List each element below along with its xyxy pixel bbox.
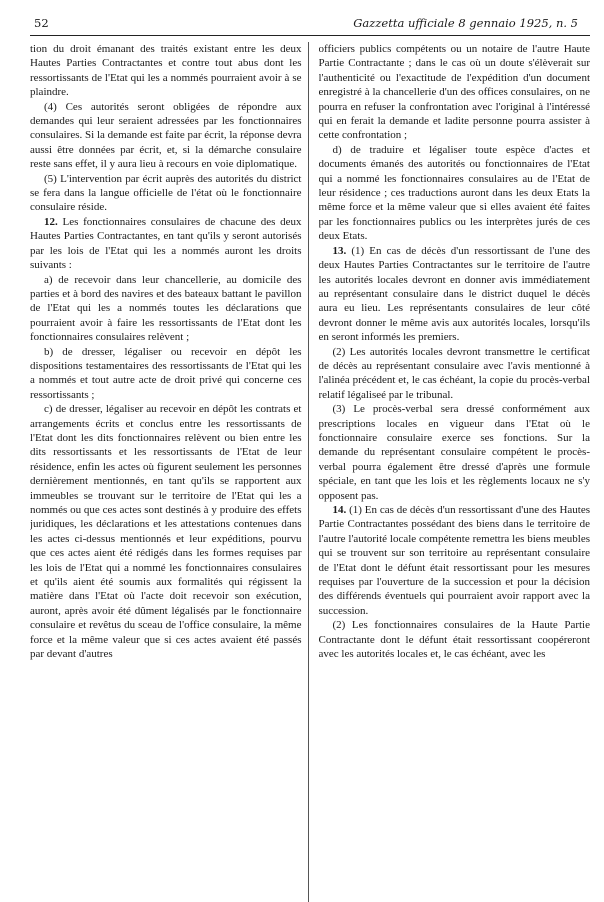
page-header xyxy=(30,16,590,36)
paragraph-text: b) de dresser, légaliser ou recevoir en dépôt les dispositions testamentaires des ressortissants de l'Etat qui les a nommés et tout autre acte de droit privé qui concerne ces ressortissants ; xyxy=(30,345,302,401)
paragraph xyxy=(30,345,302,403)
paragraph xyxy=(30,42,302,100)
article-number: 13. xyxy=(332,244,347,257)
paragraph xyxy=(30,273,302,345)
article-number: 14. xyxy=(332,504,347,516)
paragraph-text: (1) En cas de décès d'un ressortissant d'une des Hautes Partie Contractantes possédant des biens dans le territoire de l'autre l'autorité locale compétente remettra les biens meubles qui se trouvent sur son territoire au représentant consulaire de l'Etat dont le défunt était ressortissant pour les mesures requises par l'ouverture de la succession et pour la décision des différends éventuels qui pourraient avoir rapport avec la succession. xyxy=(318,504,590,617)
text-columns xyxy=(30,42,590,902)
paragraph xyxy=(319,42,591,143)
page-number: 52 xyxy=(34,16,49,30)
paragraph-text: (2) Les autorités locales devront transmettre le certificat de décès au représentant consulaire avec l'avis mentionné à l'alinéa précédent et, le cas échéant, la copie du procès-verbal relatif légaliseé par le tribunal. xyxy=(318,345,590,401)
paragraph xyxy=(319,345,591,403)
gazette-title: Gazzetta ufficiale 8 gennaio 1925, n. 5 xyxy=(353,16,578,30)
paragraph-text: (3) Le procès-verbal sera dressé conformément aux prescriptions locales en vigueur dans l'Etat où le fonctionnaire consulaire exerce ses fonctions. Sur la demande du représentant consulaire compétent le procès-verbal pourra également être dressé d'après une formule spéciale, en tant que les lois et les règlements locaux ne s'y opposent pas. xyxy=(318,403,590,502)
paragraph xyxy=(30,215,302,273)
paragraph xyxy=(30,100,302,172)
article-number: 12. xyxy=(44,215,58,228)
paragraph xyxy=(319,244,591,345)
paragraph-text: officiers publics compétents ou un notaire de l'autre Haute Partie Contractante ; dans le cas où un doute s'élèverait sur l'authenticité ou l'exactitude de l'expédition d'un document enregistré à la chancellerie d'un des offices consulaires, on ne pourra en refuser la confrontation avec l'original à l'intéressé qui en ferait la demande et ladite personne pourra assister à cette confrontation ; xyxy=(318,43,590,142)
paragraph-text: d) de traduire et légaliser toute espèce d'actes et documents émanés des autorités ou fonctionnaires de l'Etat qui a nommé les fonctionnaires consulaires au de l'Etat de leur résidence ; ces traductions auront dans les deux Etats la même force et la même valeur que si elles avaient été faites par les fonctionnaires publics ou les interprètes jurés de ces deux Etats. xyxy=(318,143,590,243)
paragraph-text: Les fonctionnaires consulaires de chacune des deux Hautes Parties Contractantes, en tant qu'ils y seront autorisés par les lois de l'Etat qui les a nommés auront les droits suivants : xyxy=(30,215,302,272)
paragraph xyxy=(319,618,591,661)
paragraph xyxy=(30,402,302,661)
paragraph xyxy=(319,402,591,503)
paragraph-text: (5) L'intervention par écrit auprès des autorités du district se fera dans la langue officielle de l'état où le fonctionnaire consulaire réside. xyxy=(30,172,302,214)
paragraph xyxy=(30,172,302,215)
paragraph-text: (2) Les fonctionnaires consulaires de la Haute Partie Contractante dont le défunt était ressortissant coopéreront avec les autorités locales et, le cas échéant, avec les xyxy=(318,619,590,661)
paragraph-text: c) de dresser, légaliser au recevoir en dépôt les contrats et arrangements écrits et conclus entre les ressortissants de l'Etat dont les dits fonctionnaires relèvent ou bien entre les dits ressortissants et les ressortissants de l'Etat de leur résidence, enfin les actes où figurent seulement les personnes dernièrement mentionnés, en tant qu'ils se rapportent aux immeubles se trouvant sur le territoire de l'Etat qui les a nommés ou que ces actes sont destinés à y produire des effets juridiques, les déclarations et les attestations contenues dans les actes ci-dessus mentionnés et leur expéditions, pourvu que ces actes aient été rédigés dans les formes requises par les lois de l'Etat qui a nommé les fonctionnaires consulaires et qu'ils aient été soumis aux formalités qui régissent la matière dans l'Etat où l'acte doit recevoir son exécution, auront, après avoir été dûment légalisés par le fonctionnaire consulaire et revêtus du sceau de l'office consulaire, la même force et la même valeur que si ces actes avaient été passés par devant d'autres xyxy=(30,403,302,661)
paragraph-text: (1) En cas de décès d'un ressortissant de l'une des deux Hautes Parties Contractantes sur le territoire de l'autre les autorités locales devront en donner avis immédiatement au représentant consulaire dans le district duquel le décès aura eu lieu. Les représentants consulaires de leur côté devront donner le même avis aux autorités locales, lorsqu'ils en seront informés les premiers. xyxy=(318,244,590,344)
paragraph-text: (4) Ces autorités seront obligées de répondre aux demandes qui leur seraient adressées par les fonctionnaires consulaires. Si la demande est faite par écrit, la réponse devra aussi être données par écrit, et, si la démarche consulaire reste sans effet, il y aura lieu à recours en voie diplomatique. xyxy=(30,100,302,171)
right-column xyxy=(319,42,591,902)
paragraph-text: a) de recevoir dans leur chancellerie, au domicile des parties et à bord des navires et des bateaux battant le pavillon de l'Etat qui les a nommés toutes les déclarations que pourraient avoir à faire les ressortissants de l'Etat dont les fonctionnaires consulaires relèvent ; xyxy=(30,273,302,344)
paragraph xyxy=(319,503,591,618)
paragraph-text: tion du droit émanant des traités existant entre les deux Hautes Parties Contractantes et contre tout abus dont les ressortissants de l'Etat qui les a nommés pourraient avoir à se plaindre. xyxy=(30,43,302,99)
left-column xyxy=(30,42,309,902)
paragraph xyxy=(319,143,591,244)
